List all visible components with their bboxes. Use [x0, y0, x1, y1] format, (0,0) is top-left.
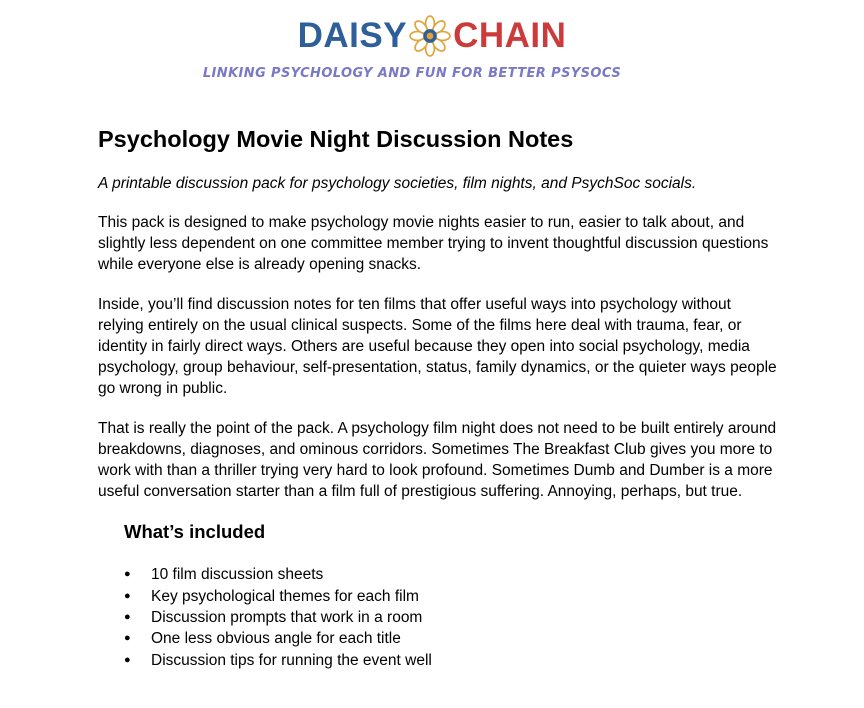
- bullet-icon: ●: [124, 611, 131, 624]
- logo-word-chain: CHAIN: [453, 16, 567, 55]
- included-heading: What’s included: [124, 521, 266, 543]
- bullet-icon: ●: [124, 632, 131, 645]
- intro-paragraph: This pack is designed to make psychology movie nights easier to run, easier to talk about, and slightly less dependent on one committee member trying to invent thoughtful discussion questions while everyone else is already opening snacks.: [98, 214, 769, 274]
- list-item-text: Discussion tips for running the event well: [151, 651, 432, 669]
- inside-paragraph: Inside, you’ll find discussion notes for ten films that offer useful ways into psychology without relying entirely on the usual clinical suspects. Some of the films here deal with trauma, fear, or identity in fairly direct ways. Others are useful because they open into social psychology, media psychology, group behaviour, self-presentation, status, family dynamics, or the quieter ways people go wrong in public.: [98, 295, 777, 398]
- included-list: [124, 564, 778, 670]
- list-item: [124, 607, 778, 628]
- list-item: [124, 564, 778, 585]
- document-subtitle: A printable discussion pack for psychology societies, film nights, and PsychSoc socials.: [98, 175, 697, 192]
- document-body: [98, 124, 778, 671]
- bullet-icon: ●: [124, 589, 131, 602]
- brand-logo: [0, 14, 864, 58]
- point-paragraph: That is really the point of the pack. A psychology film night does not need to be built entirely around breakdowns, diagnoses, and ominous corridors. Sometimes The Breakfast Club gives you more to work with than a thriller trying very hard to look profound. Sometimes Dumb and Dumber is a more useful conversation starter than a film full of prestigious suffering. Annoying, perhaps, but true.: [98, 419, 777, 501]
- daisy-flower-icon: [409, 15, 451, 57]
- list-item: [124, 586, 778, 607]
- bullet-icon: ●: [124, 653, 131, 666]
- tagline: LINKING PSYCHOLOGY AND FUN FOR BETTER PSYSOCS: [202, 66, 622, 81]
- page-title: Psychology Movie Night Discussion Notes: [98, 126, 574, 152]
- list-item-text: Discussion prompts that work in a room: [151, 609, 423, 627]
- list-item-text: 10 film discussion sheets: [151, 566, 324, 584]
- list-item-text: One less obvious angle for each title: [151, 630, 401, 648]
- list-item: [124, 650, 778, 671]
- bullet-icon: ●: [124, 568, 131, 581]
- logo-word-daisy: DAISY: [297, 16, 408, 55]
- list-item: [124, 628, 778, 649]
- list-item-text: Key psychological themes for each film: [151, 587, 419, 605]
